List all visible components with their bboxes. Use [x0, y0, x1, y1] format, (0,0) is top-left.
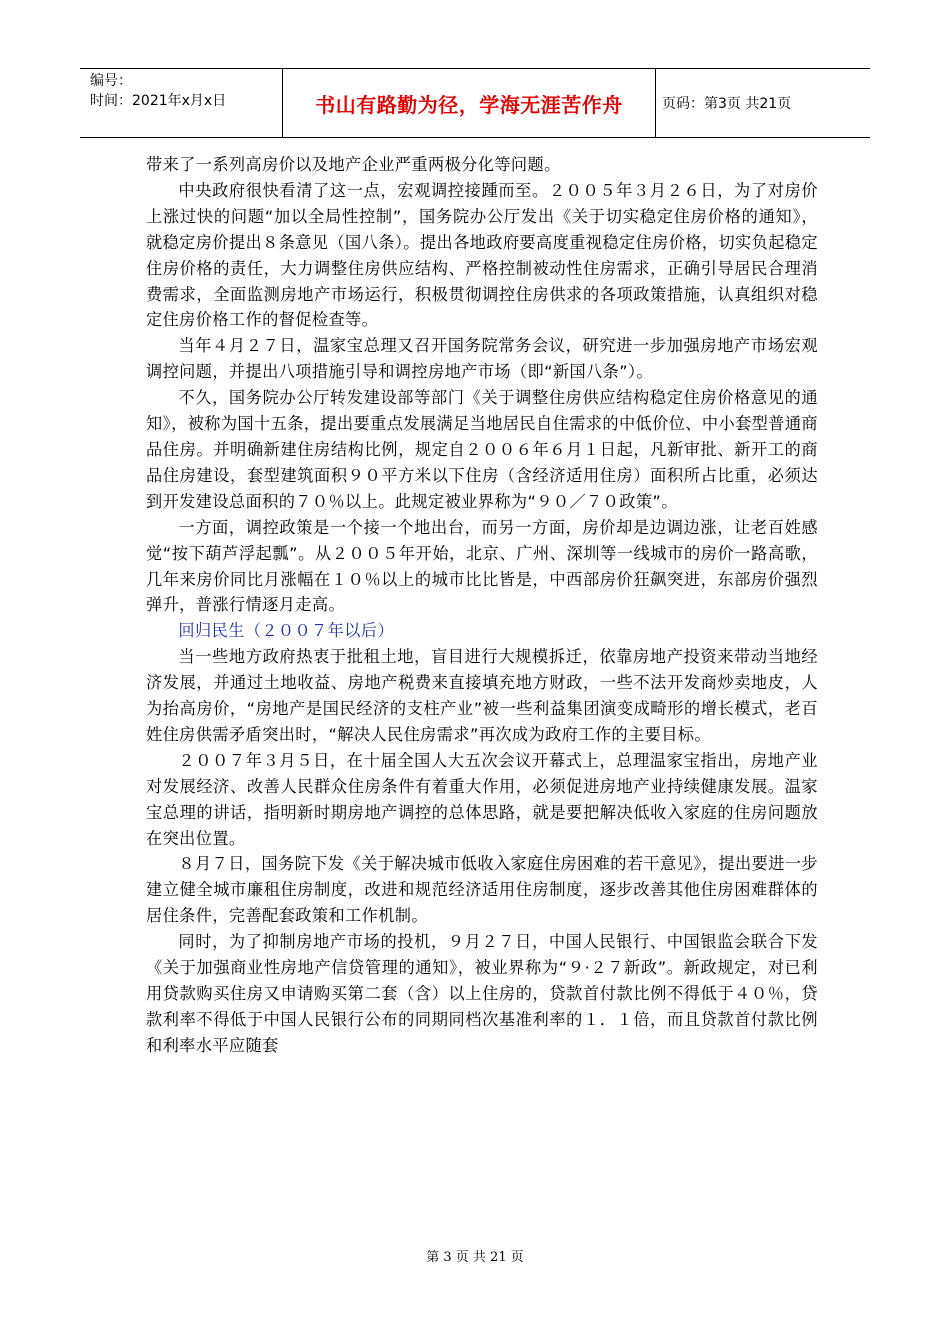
paragraph: 一方面，调控政策是一个接一个地出台，而另一方面，房价却是边调边涨，让老百姓感觉“按下葫芦浮起瓢”。从２００５年开始，北京、广州、深圳等一线城市的房价一路高歌，几年来房价同比月涨幅在１０％以上的城市比比皆是，中西部房价狂飙突进，东部房价强烈弹升，普涨行情逐月走高。 [146, 517, 818, 615]
page-footer [0, 1246, 950, 1265]
footer-page-number: 第 3 页 共 21 页 [426, 1250, 524, 1265]
header-motto [283, 69, 656, 137]
paragraph: 同时，为了抑制房地产市场的投机，９月２７日，中国人民银行、中国银监会联合下发《关于加强商业性房地产信贷管理的通知》，被业界称为“９·２７新政”。新政规定，对已利用贷款购买住房又申请购买第二套（含）以上住房的，贷款首付款比例不得低于４０％，贷款利率不得低于中国人民银行公布的同期同档次基准利率的１．１倍，而且贷款首付款比例和利率水平应随套 [146, 932, 818, 1055]
time-label: 时间：2021年x月x日 [90, 93, 227, 109]
motto-text: 书山有路勤为径，学海无涯苦作舟 [315, 92, 623, 117]
header-meta [80, 69, 283, 137]
paragraph: 带来了一系列高房价以及地产企业严重两极分化等问题。 [146, 155, 561, 174]
serial-label: 编号： [90, 73, 132, 89]
paragraph: 当年４月２７日，温家宝总理又召开国务院常务会议，研究进一步加强房地产市场宏观调控问题，并提出八项措施引导和调控房地产市场（即“新国八条”）。 [146, 336, 818, 382]
paragraph: 不久，国务院办公厅转发建设部等部门《关于调整住房供应结构稳定住房价格意见的通知》，被称为国十五条，提出要重点发展满足当地居民自住需求的中低价位、中小套型普通商品住房。并明确新建住房结构比例，规定自２００６年６月１日起，凡新审批、新开工的商品住房建设，套型建筑面积９０平方米以下住房（含经济适用住房）面积所占比重，必须达到开发建设总面积的７０％以上。此规定被业界称为“９０／７０政策”。 [146, 388, 818, 511]
paragraph: 当一些地方政府热衷于批租土地，盲目进行大规模拆迁，依靠房地产投资来带动当地经济发展，并通过土地收益、房地产税费来直接填充地方财政，一些不法开发商炒卖地皮，人为抬高房价，“房地产是国民经济的支柱产业”被一些利益集团演变成畸形的增长模式，老百姓住房供需矛盾突出时，“解决人民住房需求”再次成为政府工作的主要目标。 [146, 647, 818, 744]
header-page-info [656, 69, 870, 137]
paragraph: ８月７日，国务院下发《关于解决城市低收入家庭住房困难的若干意见》，提出要进一步建立健全城市廉租住房制度，改进和规范经济适用住房制度，逐步改善其他住房困难群体的居住条件，完善配套政策和工作机制。 [146, 854, 818, 926]
section-heading: 回归民生（２００７年以后） [178, 621, 395, 641]
paragraph: 中央政府很快看清了这一点，宏观调控接踵而至。２００５年３月２６日，为了对房价上涨过快的问题“加以全局性控制”，国务院办公厅发出《关于切实稳定住房价格的通知》，就稳定房价提出８条意见（国八条）。提出各地政府要高度重视稳定住房价格，切实负起稳定住房价格的责任，大力调整住房供应结构、严格控制被动性住房需求，正确引导居民合理消费需求，全面监测房地产市场运行，积极贯彻调控住房供求的各项政策措施，认真组织对稳定住房价格工作的督促检查等。 [146, 180, 818, 330]
page-header [80, 68, 870, 138]
document-body [146, 152, 818, 1059]
page-label: 页码：第3页 共21页 [662, 96, 792, 112]
paragraph: ２００７年３月５日，在十届全国人大五次会议开幕式上，总理温家宝指出，房地产业对发展经济、改善人民群众住房条件有着重大作用，必须促进房地产业持续健康发展。温家宝总理的讲话，指明新时期房地产调控的总体思路，就是要把解决低收入家庭的住房问题放在突出位置。 [146, 750, 818, 848]
